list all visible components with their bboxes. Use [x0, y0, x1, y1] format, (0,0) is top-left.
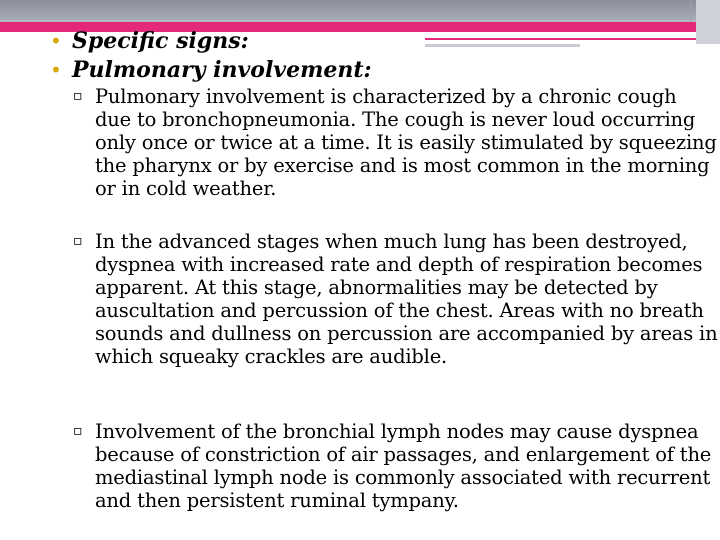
- bullet-dot-icon: •: [50, 58, 62, 82]
- header-bar-dark: [0, 0, 700, 20]
- bullet-dot-icon: •: [50, 29, 62, 53]
- paragraph-cough: [73, 85, 718, 200]
- square-bullet-icon: ▫: [73, 233, 83, 249]
- decor-line: [425, 44, 580, 47]
- heading-pulmonary-involvement: Pulmonary involvement:: [72, 57, 372, 83]
- header-divider: [690, 0, 691, 22]
- paragraph-text: Involvement of the bronchial lymph nodes may cause dyspnea because of constriction of air passages, and enlargement of the mediastinal lymph node is commonly associated with recurrent and then persistent ruminal tympany.: [95, 420, 712, 512]
- square-bullet-icon: ▫: [73, 423, 83, 439]
- paragraph-dyspnea: [73, 230, 718, 368]
- paragraph-lymph-nodes: [73, 420, 718, 512]
- corner-block: [696, 0, 720, 44]
- square-bullet-icon: ▫: [73, 88, 83, 104]
- heading-item: [50, 28, 372, 57]
- paragraph-text: Pulmonary involvement is characterized by a chronic cough due to bronchopneumonia. The cough is never loud occurring only once or twice at a time. It is easily stimulated by squeezing the pharynx or by exercise and is most common in the morning or in cold weather.: [95, 85, 717, 200]
- heading-specific-signs: Specific signs:: [72, 28, 249, 54]
- paragraph-text: In the advanced stages when much lung has been destroyed, dyspnea with increased rate and depth of respiration becomes apparent. At this stage, abnormalities may be detected by auscultation and percussion of the chest. Areas with no breath sounds and dullness on percussion are accompanied by areas in which squeaky crackles are audible.: [95, 230, 718, 368]
- accent-line: [425, 38, 696, 40]
- heading-list: [50, 28, 372, 86]
- heading-item: [50, 57, 372, 86]
